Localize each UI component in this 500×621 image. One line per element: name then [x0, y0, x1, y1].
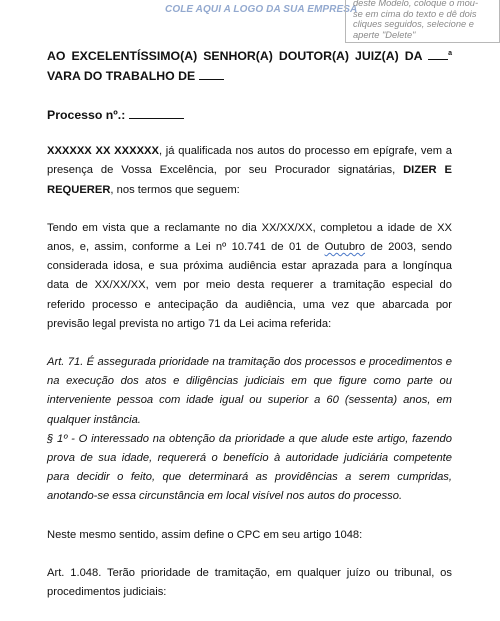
blank-line — [199, 68, 224, 80]
quote-paragraph1: § 1º - O interessado na obtenção da prioridade a que alude este artigo, fazendo prova de sua idade, requererá o benefício à autoridade judiciária competente para decidir o feito, que determinará as providências a serem cumpridas, anotando-se essa circunstância em local visível nos autos do processo. — [47, 432, 452, 503]
document-body — [47, 46, 452, 621]
instruction-line: deste Modelo, coloque o mou- — [353, 0, 479, 8]
facts-paragraph: Tendo em vista que a reclamante no dia XX/XX/XX, completou a idade de XX anos, e, assim, conforme a Lei nº 10.741 de 01 de Outubro de 2003, sendo considerada idosa, e sua próxima audiência estar aprazada para a longínqua data de XX/XX/XX, vem por meio desta requerer a tramitação especial do referido processo e antecipação da audiência, uma vez que abarcada por previsão legal prevista no artigo 71 da Lei acima referida: — [47, 221, 453, 330]
process-number: Processo nº.: — [47, 106, 452, 125]
logo-placeholder: COLE AQUI A LOGO DA SUA EMPRESA — [165, 4, 358, 15]
quote-art71: Art. 71. É assegurada prioridade na tramitação dos processos e procedimentos e na execução dos atos e diligências judiciais em que figure como parte ou interveniente pessoa com idade igual ou superior a 60 (sessenta) anos, em qualquer instância. — [47, 356, 452, 426]
spellcheck-word: Outubro — [324, 241, 366, 254]
cpc-article: Art. 1.048. Terão prioridade de tramitação, em qualquer juízo ou tribunal, os procedimentos judiciais: — [47, 566, 452, 599]
instruction-line: se em cima do texto e dê dois — [353, 8, 477, 19]
document-heading: AO EXCELENTÍSSIMO(A) SENHOR(A) DOUTOR(A) JUIZ(A) DA $^a$ VARA DO TRABALHO DE — [47, 49, 452, 83]
party-name: XXXXXX XX XXXXXX — [47, 145, 159, 158]
cpc-paragraph: Neste mesmo sentido, assim define o CPC em seu artigo 1048: — [47, 528, 363, 541]
instruction-box — [345, 0, 500, 43]
intro-paragraph: XXXXXX XX XXXXXX, já qualificada nos autos do processo em epígrafe, vem a presença de Vossa Excelência, por seu Procurador signatárias, DIZER E REQUERER, nos termos que seguem: — [47, 145, 452, 196]
request-emphasis: DIZER E REQUERER — [47, 164, 452, 196]
blank-line — [428, 48, 448, 60]
instruction-line: cliques seguidos, selecione e — [353, 19, 474, 30]
instruction-line: aperte "Delete" — [353, 29, 416, 40]
blank-line — [129, 107, 184, 119]
